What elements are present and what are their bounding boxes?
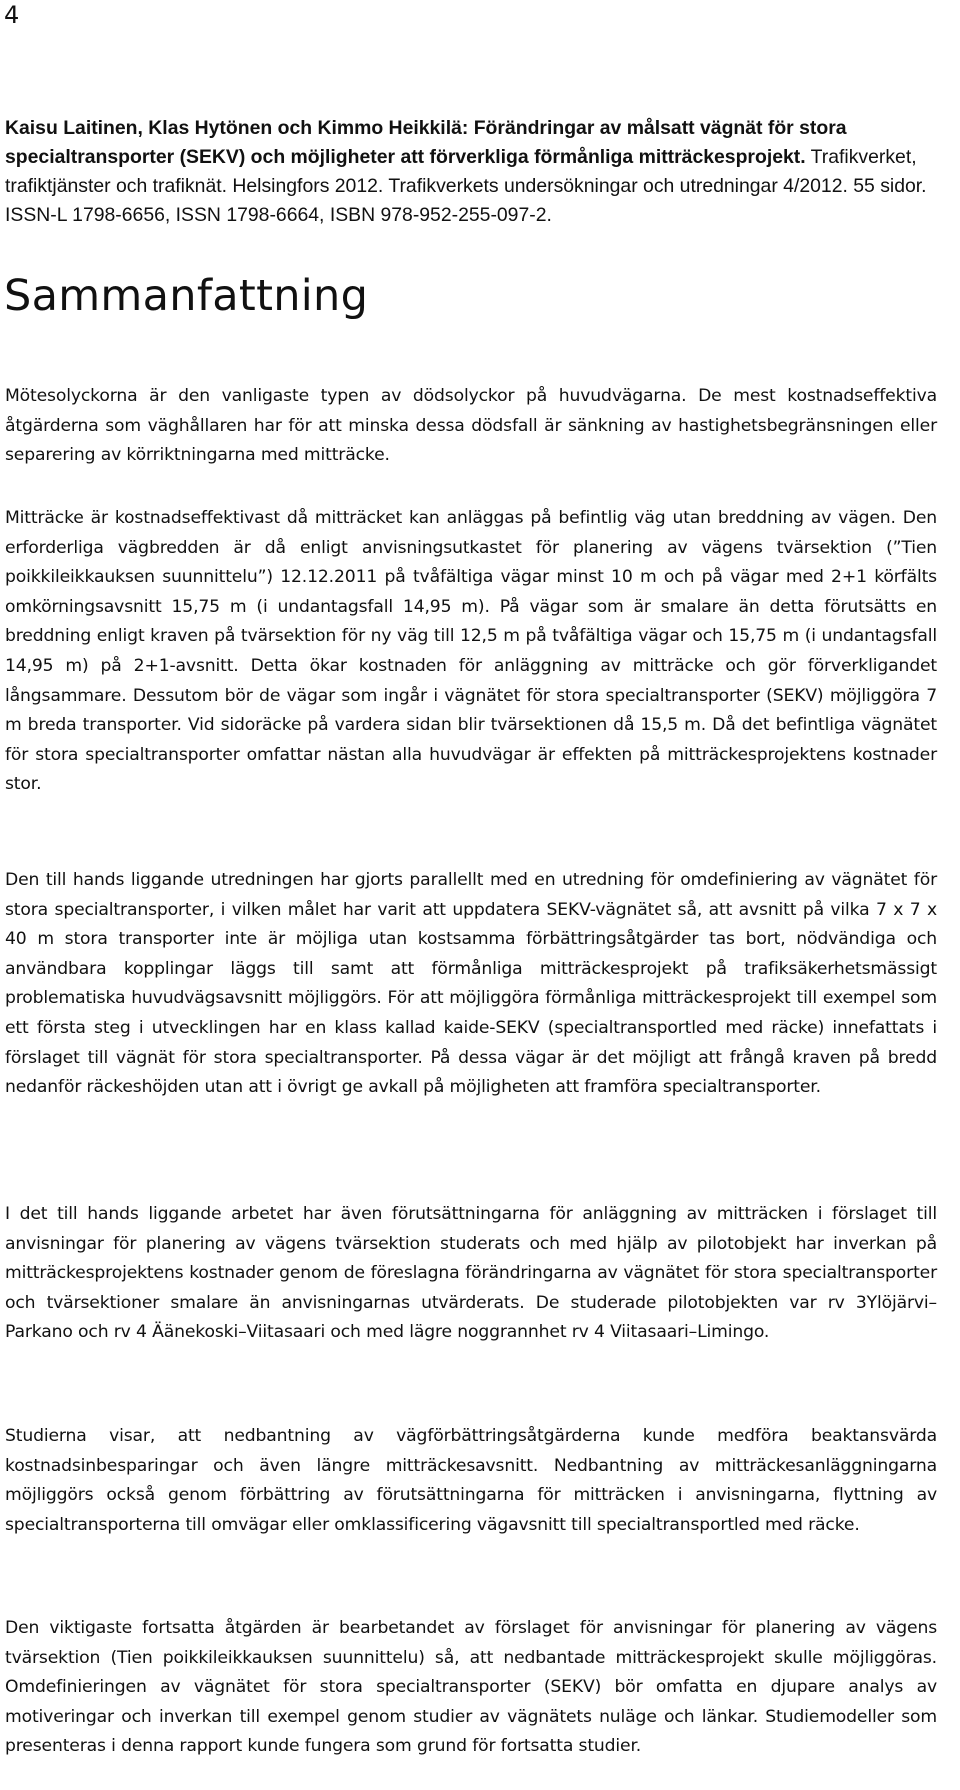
summary-paragraph-4: I det till hands liggande arbetet har även förutsättningarna för anläggning av mitträcken i förslaget till anvisningar för planering av vägens tvärsektion studerats och med hjälp av pilotobjekt har inverkan på mitträckesprojektens kostnader genom de föreslagna förändringarna av vägnätet för stora specialtransporter och tvärsektioner smalare än anvisningarnas utvärderats. De studerade pilotobjekten var rv 3Ylöjärvi–Parkano och rv 4 Äänekoski–Viitasaari och med lägre noggrannhet rv 4 Viitasaari–Limingo.	[5, 1204, 937, 1343]
summary-paragraph-6: Den viktigaste fortsatta åtgärden är bearbetandet av förslaget för anvisningar för planering av vägens tvärsektion (Tien poikkileikkauksen suunnittelu) så, att nedbantade mitträckesprojekt skulle möjliggöras. Omdefinieringen av vägnätet för stora specialtransporter (SEKV) bör omfatta en djupare analys av motiveringar och inverkan till exempel genom studier av vägnätets nuläge och länkar. Studiemodeller som presenteras i denna rapport kunde fungera som grund för fortsatta studier.	[5, 1618, 937, 1757]
page-number: 4	[4, 1, 20, 29]
summary-paragraph-5: Studierna visar, att nedbantning av vägförbättringsåtgärderna kunde medföra beaktansvärda kostnadsinbesparingar och även längre mitträckesavsnitt. Nedbantning av mitträckesanläggningarna möjliggörs också genom förbättring av förutsättningarna för mitträcken i anvisningarna, flyttning av specialtransporterna till omvägar eller omklassificering vägavsnitt till specialtransportled med räcke.	[5, 1426, 937, 1535]
citation-details: Trafikverket, trafiktjänster och trafiknät. Helsingfors 2012. Trafikverkets undersökningar och utredningar 4/2012. 55 sidor. ISSN-L 1798-6656, ISSN 1798-6664, ISBN 978-952-255-097-2.	[5, 146, 927, 226]
summary-paragraph-1: Mötesolyckorna är den vanligaste typen av dödsolyckor på huvudvägarna. De mest kostnadseffektiva åtgärderna som väghållaren har för att minska dessa dödsfall är sänkning av hastighetsbegränsningen eller separering av körriktningarna med mitträcke.	[5, 386, 937, 466]
section-heading: Sammanfattning	[4, 271, 369, 321]
summary-paragraph-2: Mitträcke är kostnadseffektivast då mitträcket kan anläggas på befintlig väg utan breddning av vägen. Den erforderliga vägbredden är då enligt anvisningsutkastet för planering av vägens tvärsektion (”Tien poikkileikkauksen suunnittelu”) 12.12.2011 på tvåfältiga vägar minst 10 m och på vägar med 2+1 körfälts omkörningsavsnitt 15,75 m (i undantagsfall 14,95 m). På vägar som är smalare än detta förutsätts en breddning enligt kraven på tvärsektion för ny väg till 12,5 m på tvåfältiga vägar och 15,75 m (i undantagsfall 14,95 m) på 2+1-avsnitt. Detta ökar kostnaden för anläggning av mitträcke och gör förverkligandet långsammare. Dessutom bör de vägar som ingår i vägnätet för stora specialtransporter (SEKV) möjliggöra 7 m breda transporter. Vid sidoräcke på vardera sidan blir tvärsektionen då 15,5 m. Då det befintliga vägnätet för stora specialtransporter omfattar nästan alla huvudvägar är effekten på mitträckesprojektens kostnader stor.	[5, 508, 937, 795]
citation-authors-title: Kaisu Laitinen, Klas Hytönen och Kimmo Heikkilä: Förändringar av målsatt vägnät för stora specialtransporter (SEKV) och möjligheter att förverkliga förmånliga mitträckesprojekt.	[5, 117, 847, 168]
summary-paragraph-3: Den till hands liggande utredningen har gjorts parallellt med en utredning för omdefiniering av vägnätet för stora specialtransporter, i vilken målet har varit att uppdatera SEKV-vägnätet så, att avsnitt på vilka 7 x 7 x 40 m stora transporter inte är möjliga utan kostsamma förbättringsåtgärder tas bort, nödvändiga och användbara kopplingar läggs till samt att förmånliga mitträckesprojekt på trafiksäkerhetsmässigt problematiska huvudvägsavsnitt möjliggörs. För att möjliggöra förmånliga mitträckesprojekt till exempel som ett första steg i utvecklingen har en klass kallad kaide-SEKV (specialtransportled med räcke) innefattats i förslaget till vägnät för stora specialtransporter. På dessa vägar är det möjligt att frångå kraven på bredd nedanför räckeshöjden utan att i övrigt ge avkall på möjligheten att framföra specialtransporter.	[5, 870, 937, 1098]
bibliographic-citation	[5, 114, 937, 230]
